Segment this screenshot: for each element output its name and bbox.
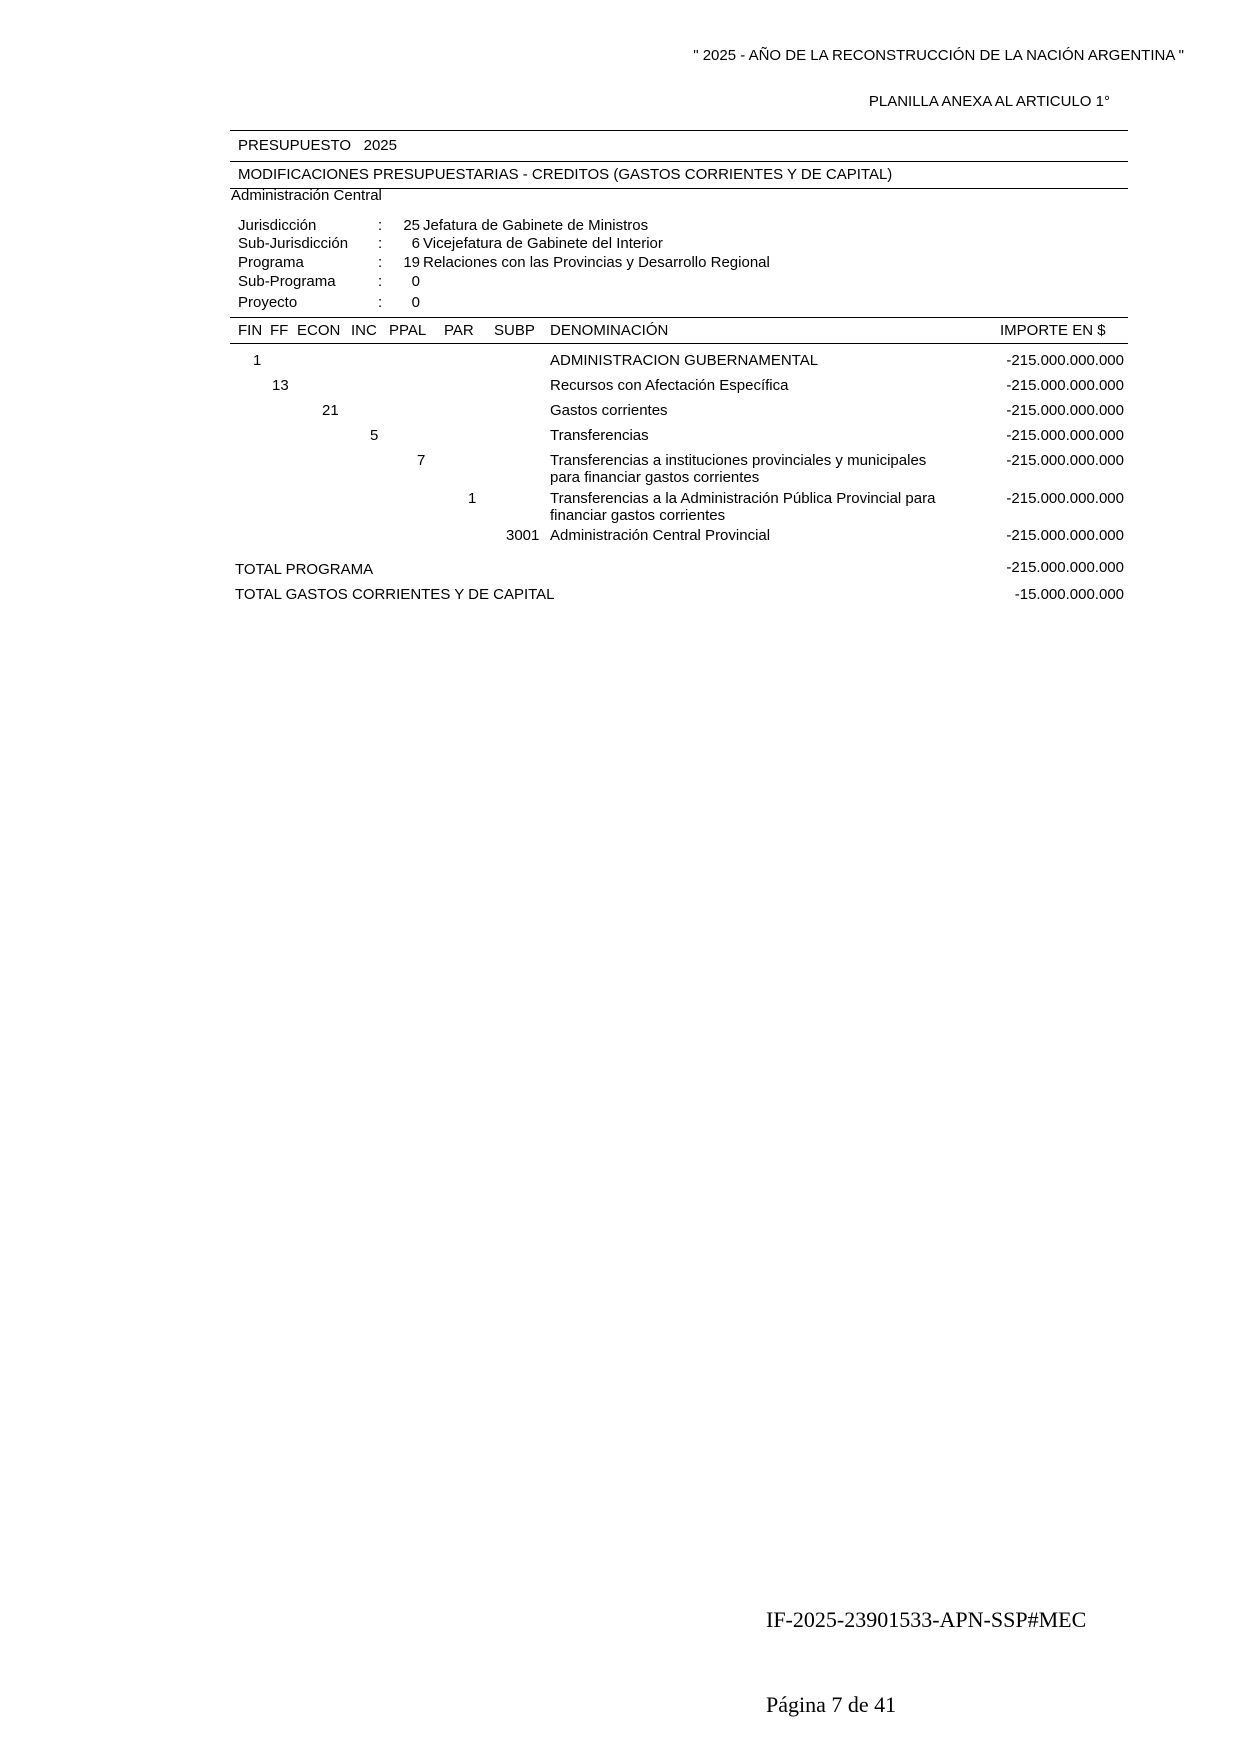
total-programa-label: TOTAL PROGRAMA — [235, 561, 374, 578]
col-subp: SUBP — [494, 322, 535, 339]
class-label-subjurisdiccion: Sub-Jurisdicción — [238, 235, 349, 252]
row-amount: -215.000.000.000 — [1006, 452, 1124, 469]
total-gastos-amount: -15.000.000.000 — [1014, 586, 1124, 603]
col-fin: FIN — [238, 322, 263, 339]
section-title: MODIFICACIONES PRESUPUESTARIAS - CREDITOS (GASTOS CORRIENTES Y DE CAPITAL) — [238, 166, 893, 183]
class-label-jurisdiccion: Jurisdicción — [238, 217, 317, 234]
row-denomination: Transferencias a la Administración Pública Provincial para financiar gastos corrientes — [550, 490, 936, 524]
class-sep: : — [378, 273, 383, 290]
row-code-fin: 1 — [253, 352, 262, 369]
class-sep: : — [378, 294, 383, 311]
header-motto: " 2025 - AÑO DE LA RECONSTRUCCIÓN DE LA NACIÓN ARGENTINA " — [693, 47, 1184, 64]
col-inc: INC — [351, 322, 377, 339]
row-denomination: Transferencias a instituciones provinciales y municipales para financiar gastos corrientes — [550, 452, 927, 486]
class-sep: : — [378, 217, 383, 234]
row-code-par: 1 — [468, 490, 477, 507]
divider — [230, 317, 1128, 318]
col-par: PAR — [444, 322, 474, 339]
row-denomination: Gastos corrientes — [550, 402, 668, 419]
row-code-econ: 21 — [322, 402, 339, 419]
class-label-proyecto: Proyecto — [238, 294, 298, 311]
class-sep: : — [378, 235, 383, 252]
class-label-subprograma: Sub-Programa — [238, 273, 336, 290]
col-importe: IMPORTE EN $ — [1000, 322, 1106, 339]
class-label-programa: Programa — [238, 254, 304, 271]
divider — [230, 130, 1128, 131]
row-amount: -215.000.000.000 — [1006, 377, 1124, 394]
document-id: IF-2025-23901533-APN-SSP#MEC — [766, 1607, 1087, 1632]
class-name: Vicejefatura de Gabinete del Interior — [423, 235, 663, 252]
col-econ: ECON — [297, 322, 341, 339]
total-programa-amount: -215.000.000.000 — [1006, 559, 1124, 576]
page-number: Página 7 de 41 — [766, 1692, 897, 1717]
divider — [230, 161, 1128, 162]
row-amount: -215.000.000.000 — [1006, 490, 1124, 507]
row-denomination: ADMINISTRACION GUBERNAMENTAL — [550, 352, 819, 369]
budget-label-text: PRESUPUESTO — [238, 137, 352, 154]
row-denomination: Recursos con Afectación Específica — [550, 377, 789, 394]
class-name: Jefatura de Gabinete de Ministros — [423, 217, 649, 234]
class-code: 0 — [411, 294, 420, 311]
row-code-ppal: 7 — [417, 452, 426, 469]
row-code-inc: 5 — [370, 427, 379, 444]
row-denomination: Administración Central Provincial — [550, 527, 771, 544]
class-code: 19 — [403, 254, 420, 271]
row-code-ff: 13 — [272, 377, 289, 394]
row-code-subp: 3001 — [506, 527, 540, 544]
class-code: 25 — [403, 217, 420, 234]
row-amount: -215.000.000.000 — [1006, 402, 1124, 419]
row-denomination: Transferencias — [550, 427, 649, 444]
annex-title: PLANILLA ANEXA AL ARTICULO 1° — [868, 93, 1110, 110]
col-denominacion: DENOMINACIÓN — [550, 322, 669, 339]
col-ppal: PPAL — [389, 322, 427, 339]
row-amount: -215.000.000.000 — [1006, 527, 1124, 544]
class-sep: : — [378, 254, 383, 271]
budget-year: 2025 — [363, 137, 397, 154]
row-amount: -215.000.000.000 — [1006, 352, 1124, 369]
class-code: 0 — [411, 273, 420, 290]
total-gastos-label: TOTAL GASTOS CORRIENTES Y DE CAPITAL — [235, 586, 555, 603]
budget-label — [238, 137, 397, 154]
col-ff: FF — [270, 322, 289, 339]
class-name: Relaciones con las Provincias y Desarrollo Regional — [423, 254, 770, 271]
entity-name: Administración Central — [231, 187, 382, 204]
class-code: 6 — [411, 235, 420, 252]
row-amount: -215.000.000.000 — [1006, 427, 1124, 444]
divider — [230, 343, 1128, 344]
